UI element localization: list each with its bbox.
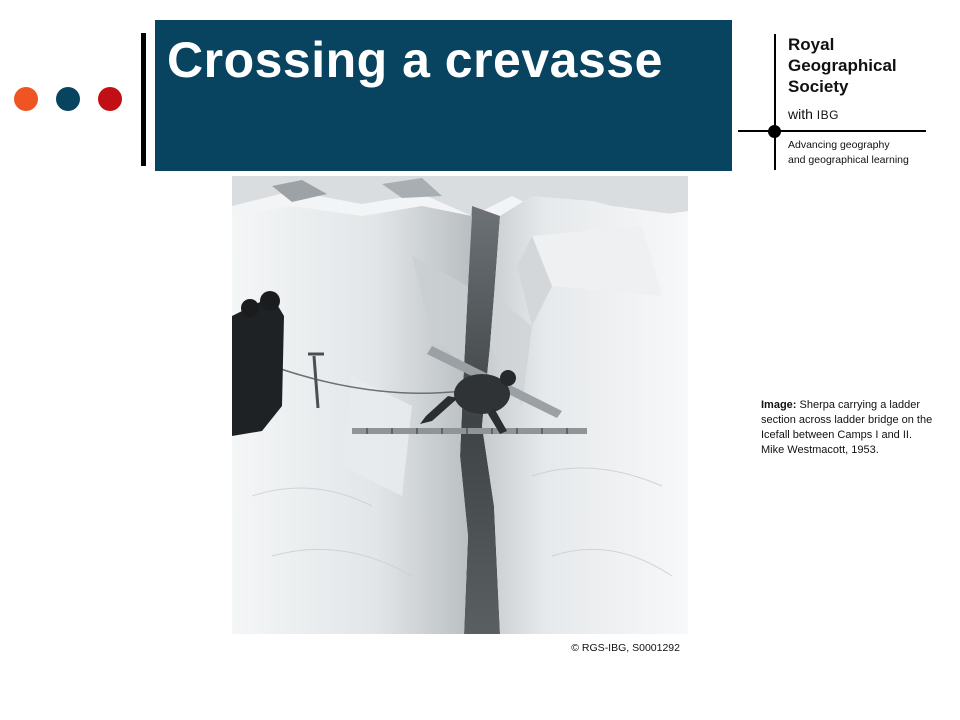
blue-dot: [56, 87, 80, 111]
crevasse-photo-art: [232, 176, 688, 634]
logo-with-ibg: [788, 106, 839, 123]
crevasse-photo: [232, 176, 688, 634]
logo-ibg-text: IBG: [816, 108, 839, 122]
logo-name: [788, 34, 897, 97]
orange-dot: [14, 87, 38, 111]
logo-tagline: [788, 138, 909, 168]
caption-text: Sherpa carrying a ladder section across ladder bridge on the Icefall between Camps I and II. Mike Westmacott, 1953.: [761, 399, 933, 456]
caption-label: Image:: [761, 399, 797, 411]
photo-copyright: © RGS-IBG, S0001292: [571, 642, 680, 654]
title-banner: [155, 20, 732, 171]
rgs-logo: [738, 30, 938, 175]
logo-vertical-line: [774, 34, 776, 170]
logo-name-line3: Society: [788, 77, 849, 96]
logo-name-line2: Geographical: [788, 56, 897, 75]
logo-name-line1: Royal: [788, 35, 835, 54]
logo-dot: [768, 125, 781, 138]
logo-tagline-line2: and geographical learning: [788, 154, 909, 166]
photo-caption: [761, 398, 933, 458]
logo-with-text: with: [788, 106, 813, 122]
logo-tagline-line1: Advancing geography: [788, 139, 890, 151]
red-dot: [98, 87, 122, 111]
title-divider: [141, 33, 146, 166]
slide-title: Crossing a crevasse: [167, 32, 663, 88]
logo-horizontal-line: [738, 130, 926, 132]
